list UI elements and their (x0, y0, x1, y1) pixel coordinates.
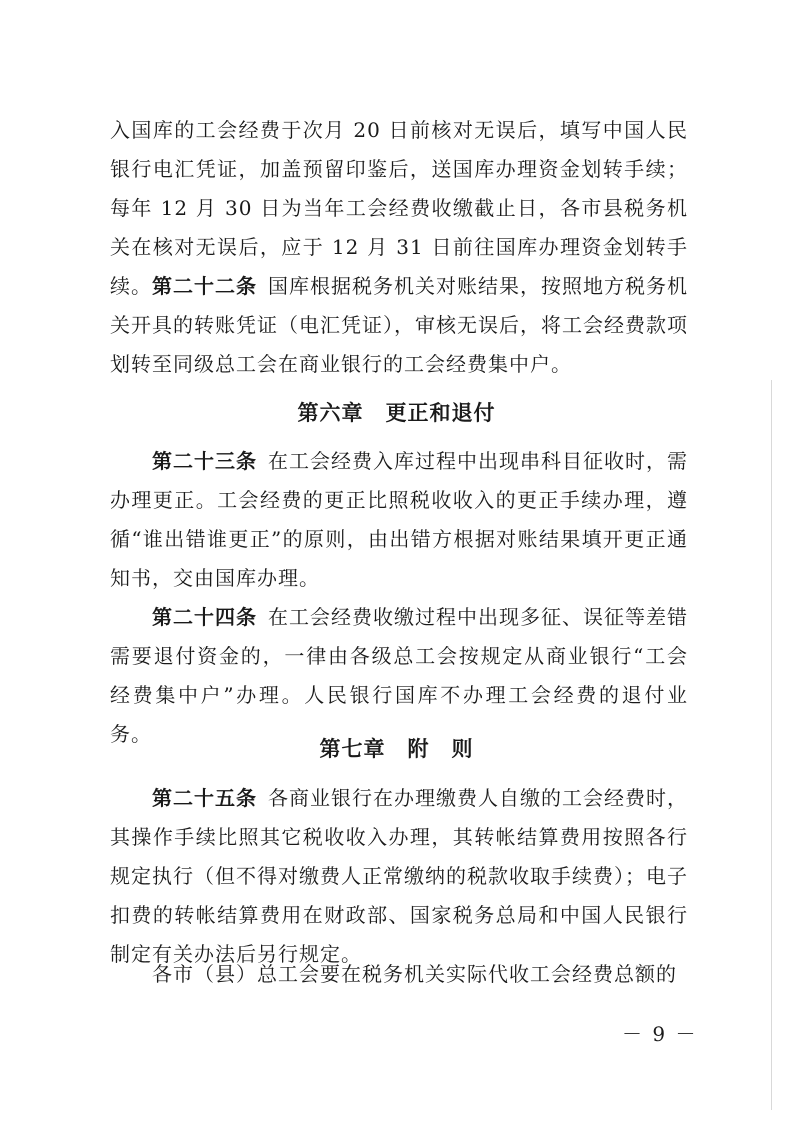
article-number: 第二十四条 (152, 605, 257, 629)
paragraph-article-25 (110, 779, 688, 974)
paragraph-article-24 (110, 598, 688, 754)
chapter-heading-7 (0, 733, 793, 763)
paragraph-text: 在工会经费入库过程中出现串科目征收时，需办理更正。工会经费的更正比照税收收入的更正手续办理，遵循“谁出错谁更正”的原则，由出错方根据对账结果填开更正通知书，交由国库办理。 (110, 449, 688, 590)
paragraph-continuation-last (110, 955, 688, 994)
paragraph-article-23 (110, 442, 688, 598)
chapter-title: 更正和退付 (385, 400, 496, 425)
article-number: 第二十三条 (152, 449, 257, 473)
chapter-heading-6 (0, 397, 793, 427)
chapter-number: 第七章 (319, 736, 386, 761)
paragraph-text: 在工会经费收缴过程中出现多征、误征等差错需要退付资金的，一律由各级总工会按规定从商业银行“工会经费集中户”办理。人民银行国库不办理工会经费的退付业务。 (110, 605, 688, 746)
scan-edge-line (771, 380, 772, 1110)
page-number: － 9 － (622, 1022, 698, 1046)
paragraph-text: 各市（县）总工会要在税务机关实际代收工会经费总额的 (152, 962, 677, 986)
paragraph-text: 入国库的工会经费于次月 20 日前核对无误后，填写中国人民银行电汇凭证，加盖预留印鉴后，送国库办理资金划转手续；每年 12 月 30 日为当年工会经费收缴截止日，各市县税务机关在核对无误后，应于 12 月 31 日前往国库办理资金划转手续。 (110, 118, 688, 298)
paragraph-text: 各商业银行在办理缴费人自缴的工会经费时，其操作手续比照其它税收收入办理，其转帐结算费用按照各行规定执行（但不得对缴费人正常缴纳的税款收取手续费）；电子扣费的转帐结算费用在财政部、国家税务总局和中国人民银行制定有关办法后另行规定。 (110, 786, 688, 966)
chapter-number: 第六章 (297, 400, 364, 425)
article-number: 第二十五条 (152, 786, 257, 810)
paragraph-text: 国库根据税务机关对账结果，按照地方税务机关开具的转账凭证（电汇凭证），审核无误后，将工会经费款项划转至同级总工会在商业银行的工会经费集中户。 (110, 274, 688, 376)
paragraph-article-22 (110, 267, 688, 384)
article-number: 第二十二条 (152, 274, 257, 298)
chapter-title: 附 则 (407, 736, 474, 761)
